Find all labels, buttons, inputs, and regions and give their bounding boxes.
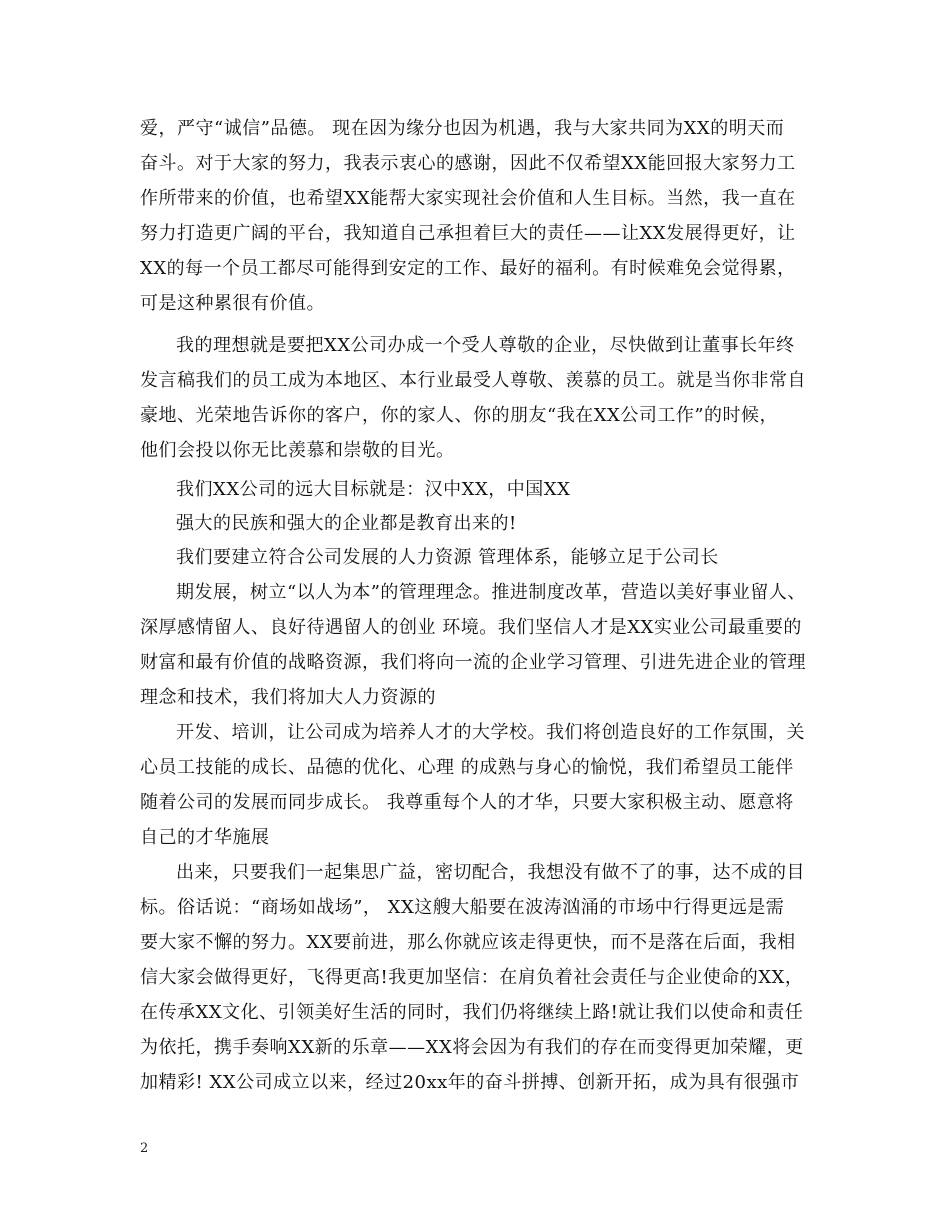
text-line: 我的理想就是要把XX公司办成一个受人尊敬的企业，尽快做到让董事长年终: [176, 335, 795, 356]
text-line: 我们XX公司的远大目标就是：汉中XX，中国XX: [176, 479, 571, 500]
text-line: 标。俗话说：“商场如战场”， XX这艘大船要在波涛汹涌的市场中行得更远是需: [140, 897, 785, 918]
text-line: 努力打造更广阔的平台，我知道自己承担着巨大的责任——让XX发展得更好，让: [140, 223, 796, 244]
text-line: 深厚感情留人、良好待遇留人的创业 环境。我们坚信人才是XX实业公司最重要的: [140, 617, 802, 638]
text-line: 为依托，携手奏响XX新的乐章——XX将会因为有我们的存在而变得更加荣耀，更: [140, 1037, 804, 1058]
text-line: 他们会投以你无比羡慕和崇敬的目光。: [140, 440, 455, 461]
text-line: 期发展，树立“以人为本”的管理理念。推进制度改革，营造以美好事业留人、: [176, 582, 806, 603]
text-line: 在传承XX文化、引领美好生活的同时，我们仍将继续上路!就让我们以使命和责任: [140, 1002, 804, 1023]
text-line: 财富和最有价值的战略资源，我们将向一流的企业学习管理、引进先进企业的管理: [140, 652, 806, 673]
text-line: 自己的才华施展: [140, 827, 270, 848]
text-line: 可是这种累很有价值。: [140, 293, 325, 314]
text-line: 心员工技能的成长、品德的优化、心理 的成熟与身心的愉悦，我们希望员工能伴: [140, 757, 794, 778]
text-line: XX的每一个员工都尽可能得到安定的工作、最好的福利。有时候难免会觉得累，: [140, 258, 796, 279]
text-line: 加精彩! XX公司成立以来，经过20xx年的奋斗拼搏、创新开拓，成为具有很强市: [140, 1072, 800, 1093]
text-line: 随着公司的发展而同步成长。 我尊重每个人的才华，只要大家积极主动、愿意将: [140, 792, 794, 813]
text-line: 强大的民族和强大的企业都是教育出来的!: [176, 513, 517, 534]
text-line: 爱，严守“诚信”品德。 现在因为缘分也因为机遇，我与大家共同为XX的明天而: [140, 118, 785, 139]
text-line: 作所带来的价值，也希望XX能帮大家实现社会价值和人生目标。当然，我一直在: [140, 188, 796, 209]
text-line: 开发、培训，让公司成为培养人才的大学校。我们将创造良好的工作氛围，关: [176, 722, 805, 743]
text-line: 信大家会做得更好，飞得更高!我更加坚信：在肩负着社会责任与企业使命的XX，: [140, 967, 804, 988]
text-line: 理念和技术，我们将加大人力资源的: [140, 687, 436, 708]
text-line: 豪地、光荣地告诉你的客户，你的家人、你的朋友“我在XX公司工作”的时候，: [140, 405, 779, 426]
text-line: 我们要建立符合公司发展的人力资源 管理体系，能够立足于公司长: [176, 547, 719, 568]
text-line: 发言稿我们的员工成为本地区、本行业最受人尊敬、羡慕的员工。就是当你非常自: [140, 370, 806, 391]
page-number: 2: [140, 1141, 149, 1156]
text-line: 出来，只要我们一起集思广益，密切配合，我想没有做不了的事，达不成的目: [176, 862, 805, 883]
text-line: 要大家不懈的努力。XX要前进，那么你就应该走得更快，而不是落在后面，我相: [140, 932, 796, 953]
text-line: 奋斗。对于大家的努力，我表示衷心的感谢，因此不仅希望XX能回报大家努力工: [140, 153, 796, 174]
